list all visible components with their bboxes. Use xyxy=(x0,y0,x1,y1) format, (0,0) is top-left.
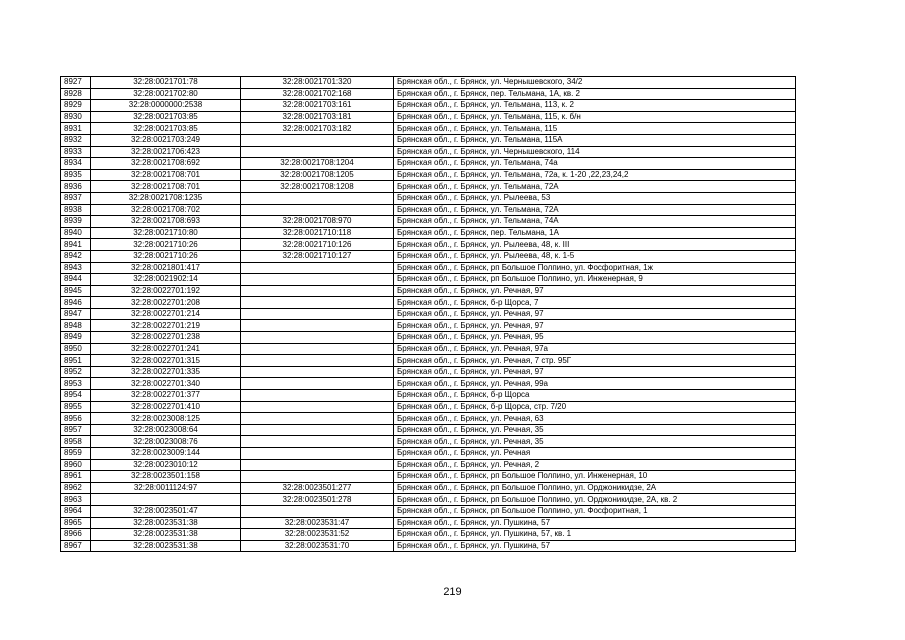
row-number-cell: 8938 xyxy=(61,204,91,216)
address-cell: Брянская обл., г. Брянск, ул. Речная, 35 xyxy=(394,436,796,448)
building-cadastral-cell xyxy=(241,134,394,146)
table-row xyxy=(61,111,796,123)
registry-table-body xyxy=(61,77,796,552)
building-cadastral-cell xyxy=(241,355,394,367)
row-number-cell: 8946 xyxy=(61,297,91,309)
row-number-cell: 8929 xyxy=(61,100,91,112)
table-row xyxy=(61,459,796,471)
land-cadastral-cell: 32:28:0023010:12 xyxy=(91,459,241,471)
land-cadastral-cell: 32:28:0022701:214 xyxy=(91,308,241,320)
address-cell: Брянская обл., г. Брянск, ул. Тельмана, 72А xyxy=(394,204,796,216)
table-row xyxy=(61,285,796,297)
row-number-cell: 8952 xyxy=(61,366,91,378)
table-row xyxy=(61,204,796,216)
table-row xyxy=(61,239,796,251)
address-cell: Брянская обл., г. Брянск, ул. Тельмана, 115, к. б/н xyxy=(394,111,796,123)
page-number: 219 xyxy=(443,586,462,598)
building-cadastral-cell xyxy=(241,274,394,286)
building-cadastral-cell: 32:28:0021710:118 xyxy=(241,227,394,239)
address-cell: Брянская обл., г. Брянск, рп Большое Полпино, ул. Фосфоритная, 1 xyxy=(394,505,796,517)
row-number-cell: 8928 xyxy=(61,88,91,100)
table-row xyxy=(61,471,796,483)
table-row xyxy=(61,123,796,135)
land-cadastral-cell: 32:28:0022701:335 xyxy=(91,366,241,378)
table-row xyxy=(61,181,796,193)
address-cell: Брянская обл., г. Брянск, ул. Речная, 7 стр. 95Г xyxy=(394,355,796,367)
building-cadastral-cell xyxy=(241,471,394,483)
building-cadastral-cell xyxy=(241,390,394,402)
building-cadastral-cell: 32:28:0023501:278 xyxy=(241,494,394,506)
land-cadastral-cell: 32:28:0023008:64 xyxy=(91,424,241,436)
building-cadastral-cell xyxy=(241,146,394,158)
table-row xyxy=(61,274,796,286)
table-row xyxy=(61,169,796,181)
building-cadastral-cell xyxy=(241,285,394,297)
address-cell: Брянская обл., г. Брянск, ул. Пушкина, 57 xyxy=(394,517,796,529)
row-number-cell: 8967 xyxy=(61,540,91,552)
row-number-cell: 8965 xyxy=(61,517,91,529)
land-cadastral-cell: 32:28:0000000:2538 xyxy=(91,100,241,112)
row-number-cell: 8966 xyxy=(61,529,91,541)
table-row xyxy=(61,505,796,517)
building-cadastral-cell xyxy=(241,343,394,355)
row-number-cell: 8935 xyxy=(61,169,91,181)
row-number-cell: 8930 xyxy=(61,111,91,123)
table-row xyxy=(61,227,796,239)
row-number-cell: 8954 xyxy=(61,390,91,402)
building-cadastral-cell xyxy=(241,204,394,216)
building-cadastral-cell: 32:28:0021702:168 xyxy=(241,88,394,100)
building-cadastral-cell: 32:28:0023531:70 xyxy=(241,540,394,552)
row-number-cell: 8963 xyxy=(61,494,91,506)
row-number-cell: 8964 xyxy=(61,505,91,517)
row-number-cell: 8944 xyxy=(61,274,91,286)
address-cell: Брянская обл., г. Брянск, ул. Речная, 95 xyxy=(394,332,796,344)
building-cadastral-cell xyxy=(241,320,394,332)
address-cell: Брянская обл., г. Брянск, рп Большое Полпино, ул. Фосфоритная, 1ж xyxy=(394,262,796,274)
table-row xyxy=(61,529,796,541)
building-cadastral-cell xyxy=(241,436,394,448)
row-number-cell: 8937 xyxy=(61,192,91,204)
land-cadastral-cell xyxy=(91,494,241,506)
building-cadastral-cell: 32:28:0021708:970 xyxy=(241,216,394,228)
address-cell: Брянская обл., г. Брянск, ул. Тельмана, 74А xyxy=(394,216,796,228)
land-cadastral-cell: 32:28:0023531:38 xyxy=(91,540,241,552)
table-row xyxy=(61,448,796,460)
address-cell: Брянская обл., г. Брянск, ул. Речная, 97 xyxy=(394,308,796,320)
address-cell: Брянская обл., г. Брянск, ул. Тельмана, 72а, к. 1-20 ,22,23,24,2 xyxy=(394,169,796,181)
row-number-cell: 8959 xyxy=(61,448,91,460)
table-row xyxy=(61,100,796,112)
address-cell: Брянская обл., г. Брянск, ул. Речная, 2 xyxy=(394,459,796,471)
building-cadastral-cell: 32:28:0023501:277 xyxy=(241,482,394,494)
land-cadastral-cell: 32:28:0023009:144 xyxy=(91,448,241,460)
building-cadastral-cell: 32:28:0021710:126 xyxy=(241,239,394,251)
building-cadastral-cell: 32:28:0021701:320 xyxy=(241,77,394,89)
address-cell: Брянская обл., г. Брянск, рп Большое Полпино, ул. Орджоникидзе, 2А xyxy=(394,482,796,494)
row-number-cell: 8948 xyxy=(61,320,91,332)
address-cell: Брянская обл., г. Брянск, ул. Речная, 63 xyxy=(394,413,796,425)
address-cell: Брянская обл., г. Брянск, пер. Тельмана, 1А xyxy=(394,227,796,239)
address-cell: Брянская обл., г. Брянск, ул. Рылеева, 48, к. 1-5 xyxy=(394,250,796,262)
land-cadastral-cell: 32:28:0021708:693 xyxy=(91,216,241,228)
row-number-cell: 8958 xyxy=(61,436,91,448)
table-row xyxy=(61,540,796,552)
land-cadastral-cell: 32:28:0021703:85 xyxy=(91,111,241,123)
table-row xyxy=(61,146,796,158)
land-cadastral-cell: 32:28:0022701:315 xyxy=(91,355,241,367)
land-cadastral-cell: 32:28:0023531:38 xyxy=(91,517,241,529)
table-row xyxy=(61,332,796,344)
row-number-cell: 8941 xyxy=(61,239,91,251)
land-cadastral-cell: 32:28:0023501:158 xyxy=(91,471,241,483)
building-cadastral-cell xyxy=(241,332,394,344)
table-row xyxy=(61,192,796,204)
table-row xyxy=(61,134,796,146)
registry-table xyxy=(60,76,796,552)
land-cadastral-cell: 32:28:0021708:702 xyxy=(91,204,241,216)
building-cadastral-cell: 32:28:0021708:1208 xyxy=(241,181,394,193)
table-row xyxy=(61,216,796,228)
building-cadastral-cell: 32:28:0021703:182 xyxy=(241,123,394,135)
building-cadastral-cell xyxy=(241,378,394,390)
address-cell: Брянская обл., г. Брянск, ул. Речная, 97 xyxy=(394,366,796,378)
building-cadastral-cell: 32:28:0021708:1205 xyxy=(241,169,394,181)
address-cell: Брянская обл., г. Брянск, ул. Рылеева, 53 xyxy=(394,192,796,204)
row-number-cell: 8932 xyxy=(61,134,91,146)
building-cadastral-cell: 32:28:0021703:161 xyxy=(241,100,394,112)
address-cell: Брянская обл., г. Брянск, ул. Речная, 35 xyxy=(394,424,796,436)
address-cell: Брянская обл., г. Брянск, ул. Речная, 97 xyxy=(394,320,796,332)
address-cell: Брянская обл., г. Брянск, ул. Тельмана, 113, к. 2 xyxy=(394,100,796,112)
row-number-cell: 8949 xyxy=(61,332,91,344)
table-row xyxy=(61,320,796,332)
land-cadastral-cell: 32:28:0021708:692 xyxy=(91,158,241,170)
table-row xyxy=(61,413,796,425)
address-cell: Брянская обл., г. Брянск, ул. Тельмана, 115А xyxy=(394,134,796,146)
address-cell: Брянская обл., г. Брянск, ул. Пушкина, 57 xyxy=(394,540,796,552)
table-row xyxy=(61,343,796,355)
address-cell: Брянская обл., г. Брянск, рп Большое Полпино, ул. Инженерная, 9 xyxy=(394,274,796,286)
building-cadastral-cell xyxy=(241,366,394,378)
land-cadastral-cell: 32:28:0021708:1235 xyxy=(91,192,241,204)
building-cadastral-cell xyxy=(241,401,394,413)
registry-table-container xyxy=(60,76,795,552)
row-number-cell: 8927 xyxy=(61,77,91,89)
row-number-cell: 8961 xyxy=(61,471,91,483)
table-row xyxy=(61,390,796,402)
building-cadastral-cell xyxy=(241,459,394,471)
land-cadastral-cell: 32:28:0022701:377 xyxy=(91,390,241,402)
table-row xyxy=(61,158,796,170)
building-cadastral-cell xyxy=(241,308,394,320)
table-row xyxy=(61,250,796,262)
address-cell: Брянская обл., г. Брянск, ул. Чернышевского, 34/2 xyxy=(394,77,796,89)
land-cadastral-cell: 32:28:0021710:26 xyxy=(91,250,241,262)
row-number-cell: 8945 xyxy=(61,285,91,297)
land-cadastral-cell: 32:28:0021706:423 xyxy=(91,146,241,158)
row-number-cell: 8943 xyxy=(61,262,91,274)
row-number-cell: 8960 xyxy=(61,459,91,471)
building-cadastral-cell xyxy=(241,413,394,425)
row-number-cell: 8955 xyxy=(61,401,91,413)
address-cell: Брянская обл., г. Брянск, ул. Чернышевского, 114 xyxy=(394,146,796,158)
building-cadastral-cell: 32:28:0021703:181 xyxy=(241,111,394,123)
land-cadastral-cell: 32:28:0022701:238 xyxy=(91,332,241,344)
address-cell: Брянская обл., г. Брянск, рп Большое Полпино, ул. Инженерная, 10 xyxy=(394,471,796,483)
building-cadastral-cell xyxy=(241,192,394,204)
row-number-cell: 8947 xyxy=(61,308,91,320)
address-cell: Брянская обл., г. Брянск, б-р Щорса xyxy=(394,390,796,402)
table-row xyxy=(61,517,796,529)
row-number-cell: 8934 xyxy=(61,158,91,170)
table-row xyxy=(61,297,796,309)
address-cell: Брянская обл., г. Брянск, пер. Тельмана, 1А, кв. 2 xyxy=(394,88,796,100)
land-cadastral-cell: 32:28:0022701:410 xyxy=(91,401,241,413)
address-cell: Брянская обл., г. Брянск, б-р Щорса, стр. 7/20 xyxy=(394,401,796,413)
land-cadastral-cell: 32:28:0022701:208 xyxy=(91,297,241,309)
address-cell: Брянская обл., г. Брянск, ул. Речная, 97а xyxy=(394,343,796,355)
address-cell: Брянская обл., г. Брянск, ул. Тельмана, 115 xyxy=(394,123,796,135)
land-cadastral-cell: 32:28:0022701:340 xyxy=(91,378,241,390)
row-number-cell: 8933 xyxy=(61,146,91,158)
address-cell: Брянская обл., г. Брянск, ул. Рылеева, 48, к. III xyxy=(394,239,796,251)
land-cadastral-cell: 32:28:0022701:219 xyxy=(91,320,241,332)
row-number-cell: 8957 xyxy=(61,424,91,436)
table-row xyxy=(61,262,796,274)
address-cell: Брянская обл., г. Брянск, ул. Речная, 99а xyxy=(394,378,796,390)
table-row xyxy=(61,88,796,100)
land-cadastral-cell: 32:28:0021710:26 xyxy=(91,239,241,251)
building-cadastral-cell: 32:28:0021710:127 xyxy=(241,250,394,262)
table-row xyxy=(61,401,796,413)
row-number-cell: 8940 xyxy=(61,227,91,239)
land-cadastral-cell: 32:28:0021701:78 xyxy=(91,77,241,89)
address-cell: Брянская обл., г. Брянск, ул. Тельмана, 74а xyxy=(394,158,796,170)
table-row xyxy=(61,355,796,367)
table-row xyxy=(61,482,796,494)
building-cadastral-cell xyxy=(241,448,394,460)
building-cadastral-cell xyxy=(241,424,394,436)
table-row xyxy=(61,77,796,89)
land-cadastral-cell: 32:28:0023501:47 xyxy=(91,505,241,517)
table-row xyxy=(61,424,796,436)
land-cadastral-cell: 32:28:0021708:701 xyxy=(91,169,241,181)
table-row xyxy=(61,308,796,320)
land-cadastral-cell: 32:28:0023008:125 xyxy=(91,413,241,425)
address-cell: Брянская обл., г. Брянск, ул. Речная xyxy=(394,448,796,460)
address-cell: Брянская обл., г. Брянск, рп Большое Полпино, ул. Орджоникидзе, 2А, кв. 2 xyxy=(394,494,796,506)
land-cadastral-cell: 32:28:0021710:80 xyxy=(91,227,241,239)
table-row xyxy=(61,436,796,448)
table-row xyxy=(61,366,796,378)
land-cadastral-cell: 32:28:0021703:85 xyxy=(91,123,241,135)
building-cadastral-cell: 32:28:0023531:52 xyxy=(241,529,394,541)
land-cadastral-cell: 32:28:0023531:38 xyxy=(91,529,241,541)
row-number-cell: 8962 xyxy=(61,482,91,494)
land-cadastral-cell: 32:28:0021801:417 xyxy=(91,262,241,274)
building-cadastral-cell: 32:28:0021708:1204 xyxy=(241,158,394,170)
address-cell: Брянская обл., г. Брянск, б-р Щорса, 7 xyxy=(394,297,796,309)
row-number-cell: 8956 xyxy=(61,413,91,425)
table-row xyxy=(61,494,796,506)
land-cadastral-cell: 32:28:0021902:14 xyxy=(91,274,241,286)
land-cadastral-cell: 32:28:0021702:80 xyxy=(91,88,241,100)
land-cadastral-cell: 32:28:0021708:701 xyxy=(91,181,241,193)
building-cadastral-cell xyxy=(241,297,394,309)
row-number-cell: 8931 xyxy=(61,123,91,135)
address-cell: Брянская обл., г. Брянск, ул. Пушкина, 57, кв. 1 xyxy=(394,529,796,541)
building-cadastral-cell xyxy=(241,262,394,274)
row-number-cell: 8950 xyxy=(61,343,91,355)
address-cell: Брянская обл., г. Брянск, ул. Тельмана, 72А xyxy=(394,181,796,193)
land-cadastral-cell: 32:28:0022701:192 xyxy=(91,285,241,297)
building-cadastral-cell xyxy=(241,505,394,517)
land-cadastral-cell: 32:28:0021703:249 xyxy=(91,134,241,146)
land-cadastral-cell: 32:28:0022701:241 xyxy=(91,343,241,355)
building-cadastral-cell: 32:28:0023531:47 xyxy=(241,517,394,529)
address-cell: Брянская обл., г. Брянск, ул. Речная, 97 xyxy=(394,285,796,297)
row-number-cell: 8953 xyxy=(61,378,91,390)
row-number-cell: 8939 xyxy=(61,216,91,228)
row-number-cell: 8936 xyxy=(61,181,91,193)
row-number-cell: 8951 xyxy=(61,355,91,367)
land-cadastral-cell: 32:28:0023008:76 xyxy=(91,436,241,448)
land-cadastral-cell: 32:28:0011124:97 xyxy=(91,482,241,494)
table-row xyxy=(61,378,796,390)
row-number-cell: 8942 xyxy=(61,250,91,262)
